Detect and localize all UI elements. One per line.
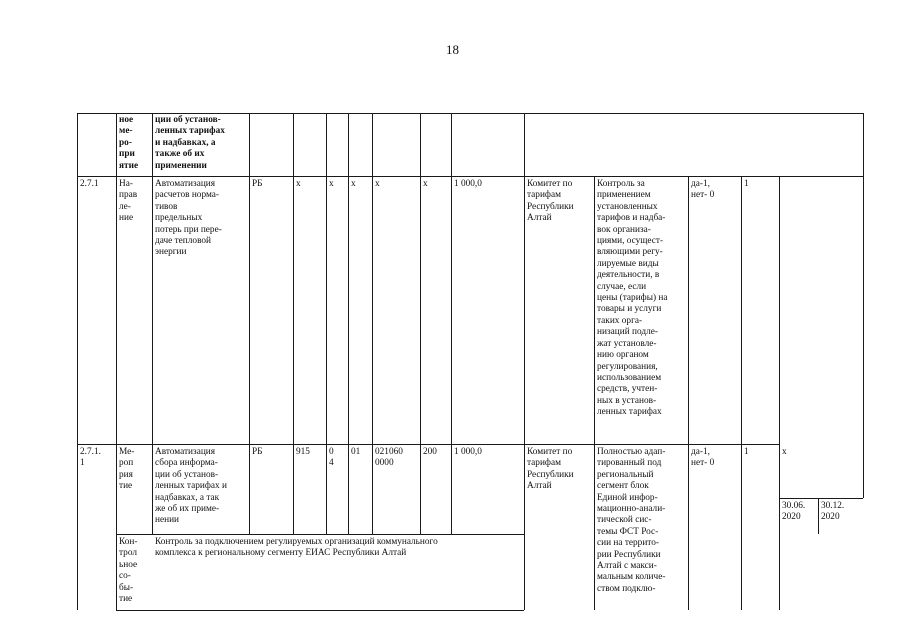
row-divider	[116, 610, 524, 611]
row-2-7-1-1-executor: Комитет по тарифам Республики Алтай	[527, 447, 574, 492]
row-2-7-1-col5: х	[296, 179, 301, 189]
row-2-7-1-indicator: да-1, нет- 0	[691, 179, 715, 201]
row-2-7-1-1-value: 1	[744, 447, 749, 457]
row-2-7-1-col6: х	[329, 179, 334, 189]
column-divider	[688, 176, 689, 610]
row-divider	[116, 534, 524, 535]
header-cell-name: ции об установ- ленных тарифах и надбавках, а также об их применении	[155, 115, 225, 171]
control-event-type: Кон- трол ьное со- бы- тие	[119, 537, 138, 605]
row-2-7-1-1-date-end: 30.12. 2020	[821, 501, 845, 523]
row-2-7-1-1-indicator: да-1, нет- 0	[691, 447, 715, 469]
row-2-7-1-1-col7: 01	[351, 447, 361, 457]
row-2-7-1-col8: х	[375, 179, 380, 189]
header-cell-type: ное ме- ро- при ятие	[119, 115, 139, 171]
row-2-7-1-1-col8: 021060 0000	[375, 447, 403, 469]
row-2-7-1-col7: х	[351, 179, 356, 189]
row-2-7-1-1-date-start: 30.06. 2020	[782, 501, 806, 523]
column-divider	[293, 113, 294, 534]
row-2-7-1-1-type: Ме- роп рия тие	[119, 447, 135, 492]
row-2-7-1-1-col5: 915	[296, 447, 310, 457]
column-divider	[372, 113, 373, 534]
row-2-7-1-result: Контроль за применением установленных тарифов и надба- вок организа- циями, осущест- вляющими регу- лируемые виды деятельности, в случае, если цены (тарифы) на товары и услуги таких орга- низаций подле- жат установле- нию органом регулирования, использованием средств, учтен- ных в установ- ленных тарифах	[597, 179, 668, 418]
row-divider	[779, 498, 863, 499]
row-2-7-1-1-name: Автоматизация сбора информа- ции об установ- ленных тарифах и надбавках, а так же об их приме- нении	[155, 447, 227, 526]
row-2-7-1-1-source: РБ	[252, 447, 263, 457]
column-divider	[420, 113, 421, 534]
row-2-7-1-1-result: Полностью адап- тированный под региональный сегмент блок Единой инфор- мационно-анали- тической сис- темы ФСТ Рос- сии на террито- рии Республики Алтай с макси- мальным количе- ством подклю-	[597, 447, 666, 594]
row-2-7-1-col9: х	[423, 179, 428, 189]
row-2-7-1-amount: 1 000,0	[454, 179, 482, 189]
control-event-text: Контроль за подключением регулируемых организаций коммунального комплекса к региональному сегменту ЕИАС Республики Алтай	[155, 537, 438, 559]
row-2-7-1-1-col6: 0 4	[329, 447, 334, 469]
row-2-7-1-1-mark: х	[782, 447, 787, 457]
row-2-7-1-source: РБ	[252, 179, 263, 189]
table-border-right	[863, 113, 864, 498]
row-2-7-1-name: Автоматизация расчетов норма- тивов предельных потерь при пере- даче тепловой энергии	[155, 179, 222, 258]
column-divider	[249, 113, 250, 534]
column-divider	[779, 176, 780, 610]
row-2-7-1-1-col9: 200	[423, 447, 437, 457]
row-2-7-1-type: На- прав ле- ние	[119, 179, 138, 224]
column-divider	[741, 176, 742, 610]
row-2-7-1-number: 2.7.1	[80, 179, 99, 189]
column-divider	[326, 113, 327, 534]
row-2-7-1-1-amount: 1 000,0	[454, 447, 482, 457]
column-divider	[348, 113, 349, 534]
row-2-7-1-value: 1	[744, 179, 749, 189]
row-2-7-1-executor: Комитет по тарифам Республики Алтай	[527, 179, 574, 224]
page-number: 18	[446, 42, 459, 57]
row-divider	[77, 444, 779, 445]
column-divider	[451, 113, 452, 534]
row-2-7-1-1-number: 2.7.1. 1	[80, 447, 101, 469]
row-divider	[77, 176, 863, 177]
